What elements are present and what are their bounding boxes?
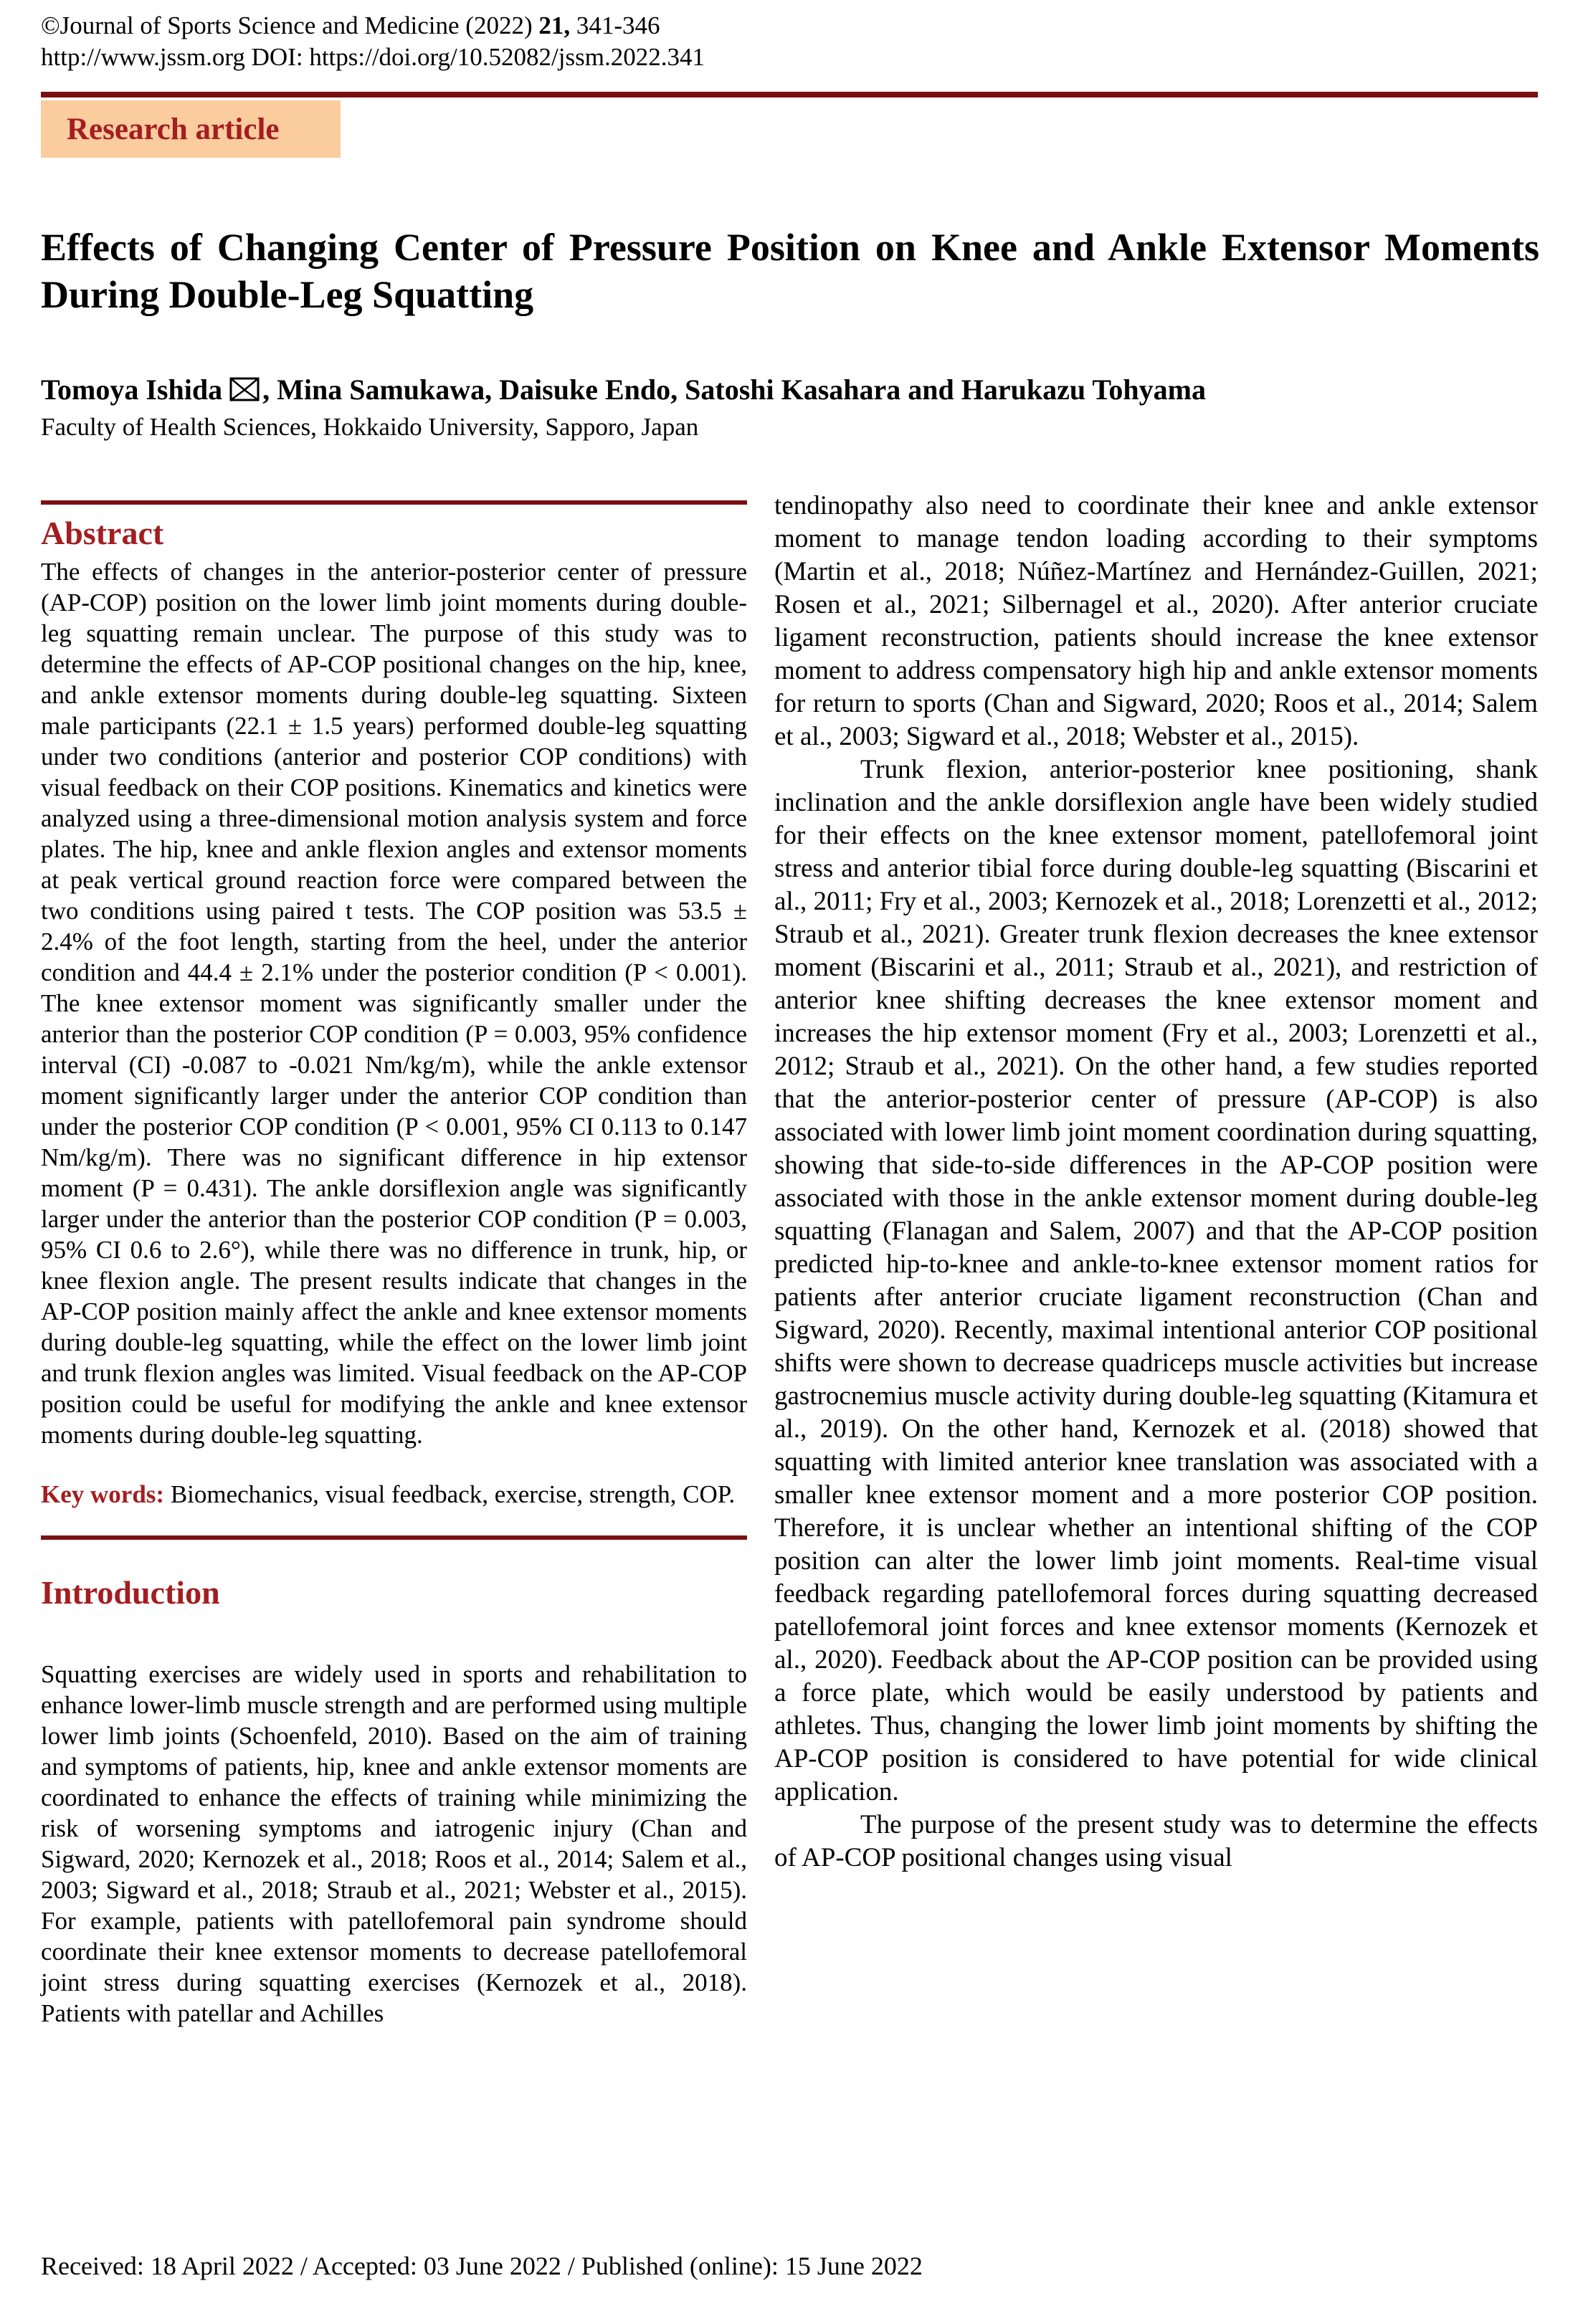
keywords-line (41, 1479, 747, 1510)
abstract-top-rule (41, 500, 747, 505)
journal-volume: 21, (538, 11, 571, 39)
body-paragraph-3: The purpose of the present study was to determine the effects of AP-COP positional changes using visual (774, 1810, 1538, 1872)
corresponding-author-name: Tomoya Ishida (41, 373, 223, 406)
header-doi-line: http://www.jssm.org DOI: https://doi.org/10.52082/jssm.2022.341 (41, 43, 705, 71)
header-copyright-line (41, 10, 1539, 42)
received-accepted-published-line: Received: 18 April 2022 / Accepted: 03 June 2022 / Published (online): 15 June 2022 (41, 2252, 923, 2280)
article-title: Effects of Changing Center of Pressure Position on Knee and Ankle Extensor Moments During Double-Leg Squatting (41, 226, 1539, 316)
abstract-bottom-rule (41, 1535, 747, 1540)
journal-pages: 341-346 (570, 11, 660, 39)
introduction-paragraph: Squatting exercises are widely used in sports and rehabilitation to enhance lower-limb muscle strength and are performed using multiple lower limb joints (Schoenfeld, 2010). Based on the aim of training and symptoms of patients, hip, knee and ankle extensor moments are coordinated to enhance the effects of training while minimizing the risk of worsening symptoms and iatrogenic injury (Chan and Sigward, 2020; Kernozek et al., 2018; Roos et al., 2014; Salem et al., 2003; Sigward et al., 2018; Straub et al., 2021; Webster et al., 2015). For example, patients with patellofemoral pain syndrome should coordinate their knee extensor moments to decrease patellofemoral joint stress during squatting exercises (Kernozek et al., 2018). Patients with patellar and Achilles (41, 1660, 747, 2027)
research-article-badge (41, 100, 341, 158)
body-paragraph-1: tendinopathy also need to coordinate their knee and ankle extensor moment to manage tendon loading according to their symptoms (Martin et al., 2018; Núñez-Martínez and Hernández-Guillen, 2021; Rosen et al., 2021; Silbernagel et al., 2020). After anterior cruciate ligament reconstruction, patients should increase the knee extensor moment to address compensatory high hip and ankle extensor moments for return to sports (Chan and Sigward, 2020; Roos et al., 2014; Salem et al., 2003; Sigward et al., 2018; Webster et al., 2015). (774, 491, 1538, 751)
copyright-prefix: ©Journal of Sports Science and Medicine (2022) (41, 11, 539, 39)
keywords-text: Biomechanics, visual feedback, exercise, strength, COP. (164, 1480, 736, 1508)
authors-line (41, 373, 1539, 406)
right-column (774, 490, 1538, 1875)
affiliation: Faculty of Health Sciences, Hokkaido University, Sapporo, Japan (41, 413, 699, 441)
badge-label: Research article (67, 112, 280, 146)
abstract-body: The effects of changes in the anterior-posterior center of pressure (AP-COP) position on the lower limb joint moments during double-leg squatting remain unclear. The purpose of this study was to determine the effects of AP-COP positional changes on the hip, knee, and ankle extensor moments during double-leg squatting. Sixteen male participants (22.1 ± 1.5 years) performed double-leg squatting under two conditions (anterior and posterior COP conditions) with visual feedback on their COP positions. Kinematics and kinetics were analyzed using a three-dimensional motion analysis system and force plates. The hip, knee and ankle flexion angles and extensor moments at peak vertical ground reaction force were compared between the two conditions using paired t tests. The COP position was 53.5 ± 2.4% of the foot length, starting from the heel, under the anterior condition and 44.4 ± 2.1% under the posterior condition (P < 0.001). The knee extensor moment was significantly smaller under the anterior than the posterior COP condition (P = 0.003, 95% confidence interval (CI) -0.087 to -0.021 Nm/kg/m), while the ankle extensor moment significantly larger under the anterior COP condition than under the posterior COP condition (P < 0.001, 95% CI 0.113 to 0.147 Nm/kg/m). There was no significant difference in hip extensor moment (P = 0.431). The ankle dorsiflexion angle was significantly larger under the anterior than the posterior COP condition (P = 0.003, 95% CI 0.6 to 2.6°), while there was no difference in trunk, hip, or knee flexion angle. The present results indicate that changes in the AP-COP position mainly affect the ankle and knee extensor moments during double-leg squatting, while the effect on the lower limb joint and trunk flexion angles was limited. Visual feedback on the AP-COP position could be useful for modifying the ankle and knee extensor moments during double-leg squatting. (41, 558, 747, 1449)
abstract-heading: Abstract (41, 515, 164, 551)
top-divider-rule (41, 92, 1538, 97)
keywords-label: Key words: (41, 1480, 165, 1508)
envelope-icon[interactable] (229, 373, 260, 406)
left-column (41, 500, 747, 2029)
page-header (41, 10, 1539, 73)
coauthors: , Mina Samukawa, Daisuke Endo, Satoshi Kasahara and Harukazu Tohyama (262, 373, 1206, 406)
body-paragraph-2: Trunk flexion, anterior-posterior knee positioning, shank inclination and the ankle dorsiflexion angle have been widely studied for their effects on the knee extensor moment, patellofemoral joint stress and anterior tibial force during double-leg squatting (Biscarini et al., 2011; Fry et al., 2003; Kernozek et al., 2018; Lorenzetti et al., 2012; Straub et al., 2021). Greater trunk flexion decreases the knee extensor moment (Biscarini et al., 2011; Straub et al., 2021), and restriction of anterior knee shifting decreases the knee extensor moment and increases the hip extensor moment (Fry et al., 2003; Lorenzetti et al., 2012; Straub et al., 2021). On the other hand, a few studies reported that the anterior-posterior center of pressure (AP-COP) is also associated with lower limb joint moment coordination during squatting, showing that side-to-side differences in the AP-COP position were associated with those in the ankle extensor moment during double-leg squatting (Flanagan and Salem, 2007) and that the AP-COP position predicted hip-to-knee and ankle-to-knee extensor moment ratios for patients after anterior cruciate ligament reconstruction (Chan and Sigward, 2020). Recently, maximal intentional anterior COP positional shifts were shown to decrease quadriceps muscle activities but increase gastrocnemius muscle activity during double-leg squatting (Kitamura et al., 2019). On the other hand, Kernozek et al. (2018) showed that squatting with limited anterior knee translation was associated with a smaller knee extensor moment and a more posterior COP position. Therefore, it is unclear whether an intentional shifting of the COP position can alter the lower limb joint moments. Real-time visual feedback regarding patellofemoral forces during squatting decreased patellofemoral joint forces and knee extensor moments (Kernozek et al., 2020). Feedback about the AP-COP position can be provided using a force plate, which would be easily understood by patients and athletes. Thus, changing the lower limb joint moments by shifting the AP-COP position is considered to have potential for wide clinical application. (774, 755, 1538, 1806)
introduction-heading: Introduction (41, 1574, 220, 1611)
